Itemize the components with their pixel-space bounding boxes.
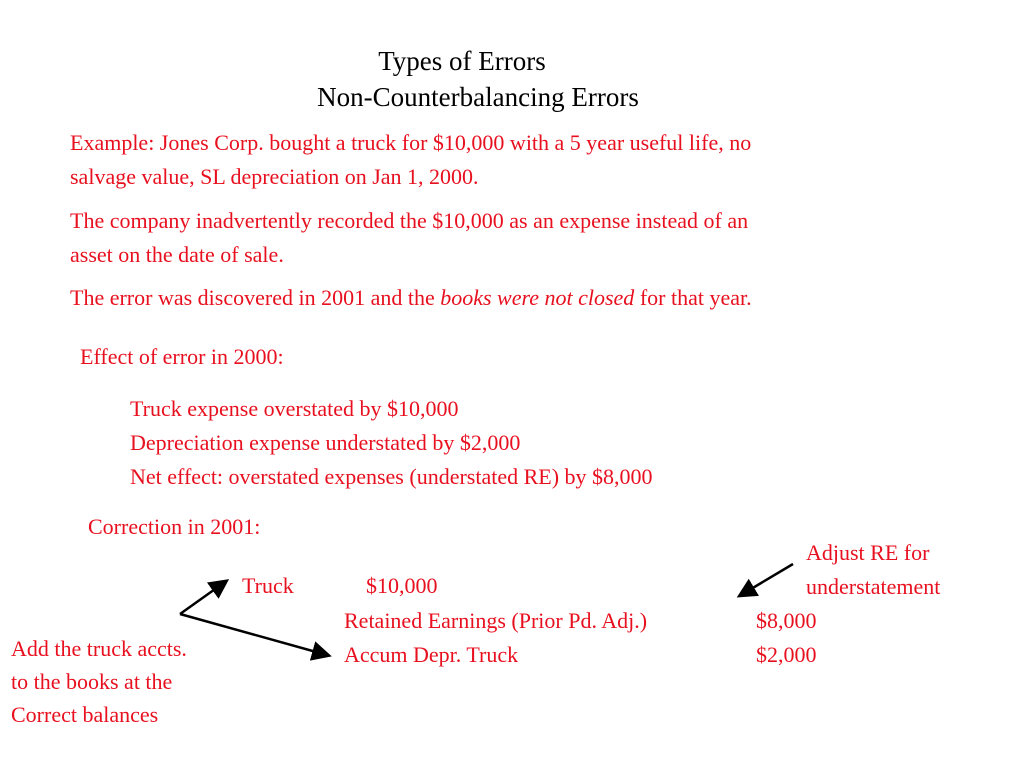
effect-item-1: Truck expense overstated by $10,000 [130, 396, 459, 421]
discovered-suffix: for that year. [634, 285, 752, 310]
arrow-to-retained-earnings [741, 564, 793, 595]
entry-re-account: Retained Earnings (Prior Pd. Adj.) [344, 608, 648, 633]
annotation-right-line-2: understatement [806, 574, 941, 599]
annotation-left-line-1: Add the truck accts. [11, 636, 187, 661]
page-subtitle: Non-Counterbalancing Errors [317, 82, 639, 112]
effect-item-2: Depreciation expense understated by $2,000 [130, 430, 521, 455]
discovered-emphasis: books were not closed [440, 285, 635, 310]
annotation-right-line-1: Adjust RE for [806, 540, 930, 565]
annotation-left-line-3: Correct balances [11, 702, 159, 727]
effect-item-3: Net effect: overstated expenses (understated RE) by $8,000 [130, 464, 653, 489]
arrow-to-truck [180, 582, 225, 614]
page-title: Types of Errors [378, 46, 546, 76]
annotation-left-line-2: to the books at the [11, 669, 173, 694]
arrow-to-accum-depr [180, 614, 327, 655]
entry-accum-account: Accum Depr. Truck [344, 642, 519, 667]
correction-heading: Correction in 2001: [88, 514, 261, 539]
entry-accum-credit: $2,000 [756, 642, 817, 667]
recorded-line-1: The company inadvertently recorded the $10,000 as an expense instead of an [70, 208, 749, 233]
recorded-line-2: asset on the date of sale. [70, 242, 284, 267]
entry-re-credit: $8,000 [756, 608, 817, 633]
example-line-1: Example: Jones Corp. bought a truck for $10,000 with a 5 year useful life, no [70, 130, 752, 155]
example-line-2: salvage value, SL depreciation on Jan 1, 2000. [70, 164, 479, 189]
entry-truck-debit: $10,000 [366, 573, 438, 598]
entry-truck-account: Truck [242, 573, 294, 598]
discovered-prefix: The error was discovered in 2001 and the [70, 285, 441, 310]
effect-heading: Effect of error in 2000: [80, 344, 284, 369]
